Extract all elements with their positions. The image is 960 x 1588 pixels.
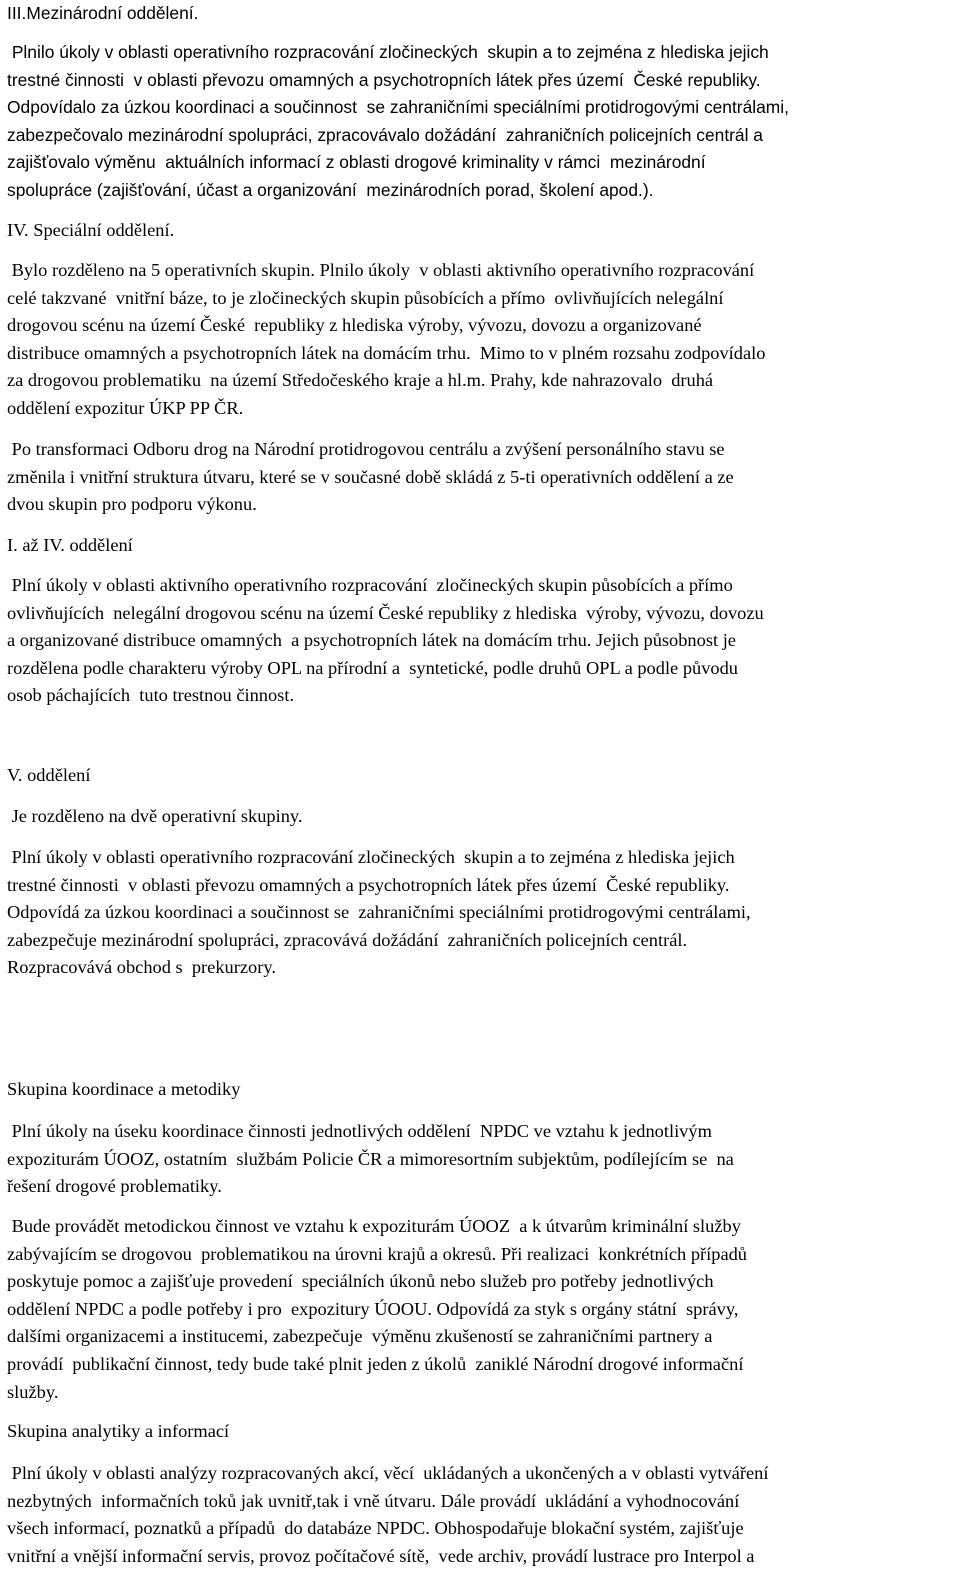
heading-international-department xyxy=(7,0,953,28)
paragraph-analytics xyxy=(7,1460,953,1570)
paragraph-line: zabývajícím se drogovou problematikou na úrovni krajů a okresů. Při realizaci konkrétních případů xyxy=(7,1243,747,1264)
paragraph-line: trestné činnosti v oblasti převozu omamných a psychotropních látek přes území České republiky. xyxy=(7,69,761,90)
paragraph-line: drogovou scénu na území České republiky z hlediska výroby, vývozu, dovozu a organizované xyxy=(7,315,702,336)
paragraph-line: Bylo rozděleno na 5 operativních skupin. Plnilo úkoly v oblasti aktivního operativního rozpracování xyxy=(7,260,755,280)
heading-analytics-group xyxy=(7,1418,953,1446)
paragraph-coordination-2 xyxy=(7,1213,953,1406)
paragraph-line: Bude provádět metodickou činnost ve vztahu k expoziturám ÚOOZ a k útvarům kriminální služby xyxy=(7,1216,741,1236)
paragraph-line: nezbytných informačních toků jak uvnitř,tak i vně útvaru. Dále provádí ukládání a vyhodnocování xyxy=(7,1490,740,1511)
paragraph-coordination-1 xyxy=(7,1118,953,1201)
paragraph-line: služby. xyxy=(7,1381,59,1402)
paragraph-line: Plní úkoly v oblasti operativního rozpracování zločineckých skupin a to zejména z hlediska jejich xyxy=(7,847,735,867)
paragraph-line: Rozpracovává obchod s prekurzory. xyxy=(7,957,276,978)
heading-department-v xyxy=(7,762,953,790)
paragraph-line: Plní úkoly v oblasti analýzy rozpracovaných akcí, věcí ukládaných a ukončených a v oblasti vytváření xyxy=(7,1463,769,1483)
paragraph-line: celé takzvané vnitřní báze, to je zločineckých skupin působících a přímo ovlivňujících nelegální xyxy=(7,287,724,308)
heading-line: Skupina koordinace a metodiky xyxy=(7,1079,241,1099)
paragraph-line: všech informací, poznatků a případů do databáze NPDC. Obhospodařuje blokační systém, zajišťuje xyxy=(7,1518,744,1539)
paragraph-line: Plní úkoly v oblasti aktivního operativního rozpracování zločineckých skupin působících a přímo xyxy=(7,575,733,595)
paragraph-line: oddělení NPDC a podle potřeby i pro expozitury ÚOOU. Odpovídá za styk s orgány státní správy, xyxy=(7,1298,739,1319)
paragraph-line: Po transformaci Odboru drog na Národní protidrogovou centrálu a zvýšení personálního stavu se xyxy=(7,439,725,459)
paragraph-line: za drogovou problematiku na území Středočeského kraje a hl.m. Prahy, kde nahrazovalo druhá xyxy=(7,370,714,391)
paragraph-department-v xyxy=(7,844,953,982)
heading-coordination-group xyxy=(7,1076,953,1104)
paragraph-line: osob páchajících tuto trestnou činnost. xyxy=(7,685,295,706)
heading-special-department xyxy=(7,217,953,245)
paragraph-line: Odpovídá za úzkou koordinaci a součinnost se zahraničními speciálními protidrogovými centrálami, xyxy=(7,902,751,923)
heading-line: I. až IV. oddělení xyxy=(7,535,133,555)
paragraph-line: spolupráce (zajišťování, účast a organizování mezinárodních porad, školení apod.). xyxy=(7,179,654,200)
heading-line: V. oddělení xyxy=(7,765,91,785)
paragraph-line: poskytuje pomoc a zajišťuje provedení speciálních úkonů nebo služeb pro potřeby jednotlivých xyxy=(7,1271,714,1292)
heading-departments-i-iv xyxy=(7,532,953,560)
paragraph-line: vnitřní a vnější informační servis, provoz počítačové sítě, vede archiv, provádí lustrace pro Interpol a xyxy=(7,1545,755,1566)
paragraph-line: řešení drogové problematiky. xyxy=(7,1176,222,1197)
paragraph-line: trestné činnosti v oblasti převozu omamných a psychotropních látek přes území České republiky. xyxy=(7,874,730,895)
paragraph-department-v-groups xyxy=(7,803,953,831)
paragraph-line: Plnilo úkoly v oblasti operativního rozpracování zločineckých skupin a to zejména z hlediska jejich xyxy=(7,42,769,62)
paragraph-departments-i-iv xyxy=(7,572,953,710)
paragraph-line: ovlivňujících nelegální drogovou scénu na území České republiky z hlediska výroby, vývozu, dovozu xyxy=(7,602,764,623)
paragraph-line: dalšími organizacemi a institucemi, zabezpečuje výměnu zkušeností se zahraničními partnery a xyxy=(7,1326,713,1347)
paragraph-line: zabezpečovalo mezinárodní spolupráci, zpracovávalo dožádání zahraničních policejních centrál a xyxy=(7,124,763,145)
paragraph-line: Odpovídalo za úzkou koordinaci a součinnost se zahraničními speciálními protidrogovými centrálami, xyxy=(7,97,789,118)
paragraph-line: expoziturám ÚOOZ, ostatním službám Policie ČR a mimoresortním subjektům, podílejícím se na xyxy=(7,1148,734,1169)
paragraph-line: a organizované distribuce omamných a psychotropních látek na domácím trhu. Jejich působnost je xyxy=(7,630,736,651)
paragraph-line: zabezpečuje mezinárodní spolupráci, zpracovává dožádání zahraničních policejních centrál. xyxy=(7,929,688,950)
paragraph-line: zajišťovalo výměnu aktuálních informací z oblasti drogové kriminality v rámci mezinárodní xyxy=(7,152,706,173)
heading-line: III.Mezinárodní oddělení. xyxy=(7,3,199,23)
paragraph-line: dvou skupin pro podporu výkonu. xyxy=(7,494,257,515)
paragraph-line: distribuce omamných a psychotropních látek na domácím trhu. Mimo to v plném rozsahu zodpovídalo xyxy=(7,342,766,363)
paragraph-line: provádí publikační činnost, tedy bude také plnit jeden z úkolů zaniklé Národní drogové informační xyxy=(7,1353,744,1374)
paragraph-international-department xyxy=(7,39,953,205)
heading-line: IV. Speciální oddělení. xyxy=(7,220,175,240)
paragraph-special-department xyxy=(7,257,953,423)
paragraph-line: změnila i vnitřní struktura útvaru, které se v současné době skládá z 5-ti operativních oddělení a ze xyxy=(7,466,734,487)
paragraph-transformation xyxy=(7,436,953,519)
paragraph-line: rozdělena podle charakteru výroby OPL na přírodní a syntetické, podle druhů OPL a podle původu xyxy=(7,657,738,678)
paragraph-line: oddělení expozitur ÚKP PP ČR. xyxy=(7,397,244,418)
paragraph-line: Plní úkoly na úseku koordinace činnosti jednotlivých oddělení NPDC ve vztahu k jednotlivým xyxy=(7,1121,712,1141)
heading-line: Skupina analytiky a informací xyxy=(7,1421,230,1441)
paragraph-line: Je rozděleno na dvě operativní skupiny. xyxy=(7,806,303,826)
